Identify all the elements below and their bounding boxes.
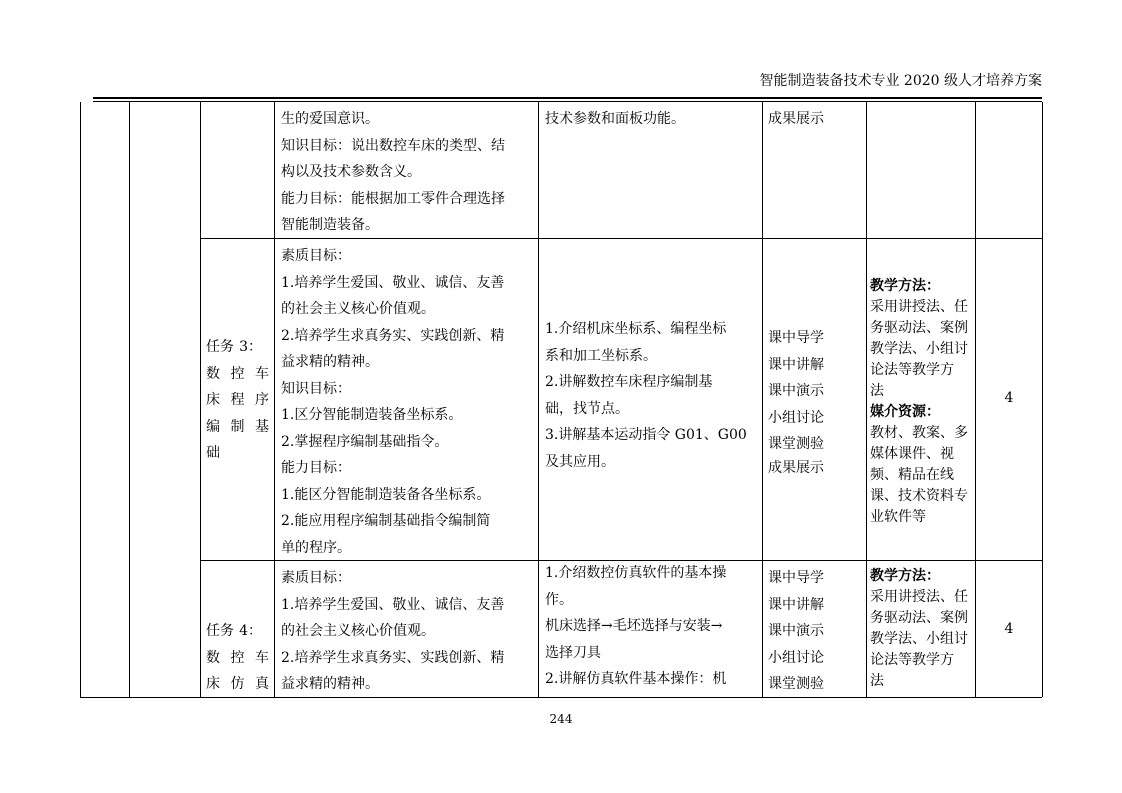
text-line: 素质目标：	[281, 248, 351, 264]
text-line: 机床选择→毛坯选择与安装→	[545, 618, 723, 634]
text-line: 1.介绍数控仿真软件的基本操	[545, 565, 727, 581]
text-line: 课堂测验	[768, 436, 824, 452]
text-line: 课中导学	[768, 330, 824, 346]
document-header: 智能制造装备技术专业 2020 级人才培养方案	[759, 73, 1042, 89]
text-line: 成果展示	[768, 111, 824, 127]
text-line: 论法等教学方	[870, 362, 954, 378]
task-4-objectives	[281, 565, 504, 698]
text-line: 3.讲解基本运动指令 G01、G00	[545, 427, 747, 443]
text-line: 小组讨论	[768, 649, 824, 666]
text-line: 2.能应用程序编制基础指令编制简	[281, 513, 491, 529]
text-line: 益求精的精神。	[281, 354, 379, 370]
text-line: 小组讨论	[768, 409, 824, 426]
text-line: 业软件等	[870, 509, 926, 525]
activities-cell-continued	[768, 106, 824, 133]
media-heading: 媒介资源：	[870, 404, 940, 420]
text-line: 成果展示	[768, 459, 824, 476]
text-line: 课中讲解	[768, 596, 824, 613]
task-3-title: 任务 3： 数 控 车 床 程 序 编 制 基 础	[206, 339, 269, 461]
text-line: 2.讲解数控车床程序编制基	[545, 374, 713, 390]
text-line: 采用讲授法、任	[870, 589, 968, 605]
task-4-methods	[870, 566, 968, 692]
task-3-methods	[870, 276, 968, 528]
text-line: 论法等教学方	[870, 652, 954, 668]
text-line: 教学法、小组讨	[870, 631, 968, 647]
task-4-activities	[768, 565, 824, 698]
task-3-content	[545, 316, 747, 475]
text-line: 课中讲解	[768, 356, 824, 373]
text-line: 课中导学	[768, 570, 824, 586]
objectives-cell-continued	[281, 106, 505, 239]
content-cell-continued	[545, 106, 685, 133]
text-line: 的社会主义核心价值观。	[281, 623, 435, 639]
text-line: 频、精品在线	[870, 467, 954, 483]
text-line: 1.培养学生爱国、敬业、诚信、友善	[281, 596, 505, 613]
text-line: 技术参数和面板功能。	[545, 111, 685, 127]
text-line: 1.能区分智能制造装备各坐标系。	[281, 486, 491, 503]
text-line: 单的程序。	[281, 539, 351, 556]
text-line: 媒体课件、视	[870, 446, 954, 462]
text-line: 法	[870, 673, 884, 689]
text-line: 能力目标：	[281, 460, 351, 476]
text-line: 知识目标：	[281, 380, 351, 397]
text-line: 础，找节点。	[545, 400, 629, 417]
task-4-hours: 4	[1004, 621, 1014, 637]
text-line: 课、技术资料专	[870, 488, 968, 504]
text-line: 2.讲解仿真软件基本操作：机	[545, 671, 727, 687]
text-line: 系和加工坐标系。	[545, 347, 657, 364]
text-line: 教材、教案、多	[870, 425, 968, 441]
task-3-activities	[768, 325, 824, 478]
task-4-content	[545, 560, 726, 693]
text-line: 能力目标：能根据加工零件合理选择	[281, 190, 505, 207]
text-line: 采用讲授法、任	[870, 299, 968, 315]
text-line: 1.培养学生爱国、敬业、诚信、友善	[281, 274, 505, 291]
text-line: 1.区分智能制造装备坐标系。	[281, 407, 463, 423]
text-line: 2.掌握程序编制基础指令。	[281, 433, 449, 450]
methods-heading: 教学方法：	[870, 568, 940, 584]
text-line: 2.培养学生求真务实、实践创新、精	[281, 327, 505, 344]
text-line: 选择刀具	[545, 644, 601, 661]
task-3-objectives	[281, 243, 504, 561]
text-line: 及其应用。	[545, 453, 615, 470]
text-line: 务驱动法、案例	[870, 610, 968, 626]
text-line: 教学法、小组讨	[870, 341, 968, 357]
header-rule-thin	[93, 101, 1042, 102]
text-line: 素质目标：	[281, 570, 351, 586]
text-line: 2.培养学生求真务实、实践创新、精	[281, 649, 505, 666]
text-line: 1.介绍机床坐标系、编程坐标	[545, 321, 727, 337]
task-4-title: 任务 4： 数 控 车 床 仿 真	[206, 623, 269, 692]
methods-heading: 教学方法：	[870, 278, 940, 294]
text-line: 务驱动法、案例	[870, 320, 968, 336]
text-line: 课堂测验	[768, 676, 824, 692]
text-line: 智能制造装备。	[281, 217, 379, 233]
text-line: 益求精的精神。	[281, 676, 379, 692]
text-line: 生的爱国意识。	[281, 111, 379, 127]
task-3-hours: 4	[1004, 390, 1014, 406]
text-line: 构以及技术参数含义。	[281, 164, 421, 180]
text-line: 作。	[545, 591, 573, 608]
text-line: 课中演示	[768, 623, 824, 639]
header-rule-thick	[93, 97, 1042, 99]
text-line: 法	[870, 383, 884, 399]
text-line: 课中演示	[768, 383, 824, 399]
text-line: 知识目标：说出数控车床的类型、结	[281, 137, 505, 154]
text-line: 的社会主义核心价值观。	[281, 301, 435, 317]
page-number: 244	[549, 712, 573, 726]
